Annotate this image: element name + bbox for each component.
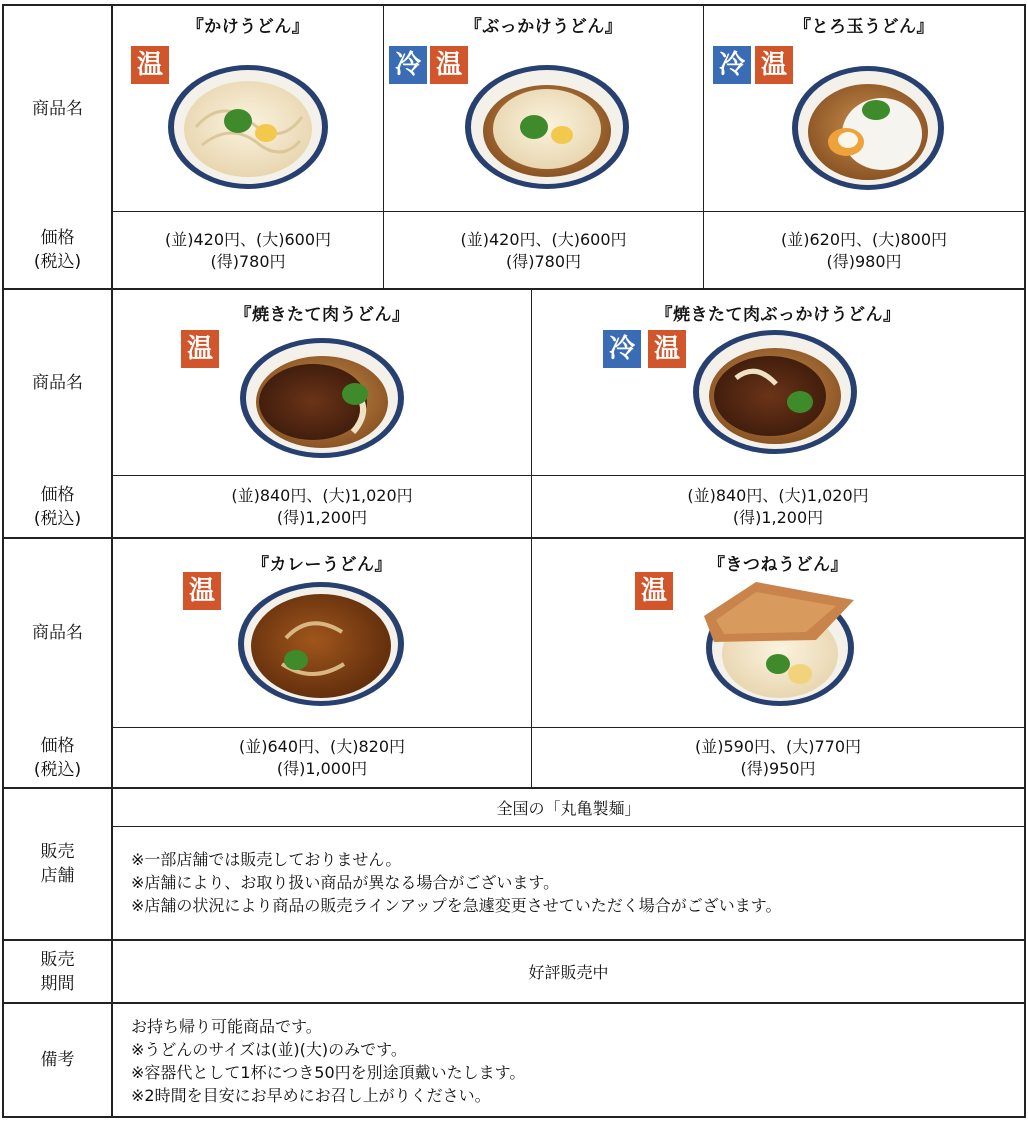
product-title-yakitate-niku-bukkake-udon: 『焼きたて肉ぶっかけうどん』 xyxy=(655,305,901,325)
yakitate-niku-udon-bowl-image xyxy=(237,332,407,462)
product-price-yakitate-niku-bukkake-udon: (並)840円、(大)1,020円 (得)1,200円 xyxy=(687,485,869,527)
row-label-price-2: 価格 (税込) xyxy=(33,484,82,529)
sales-period-text: 好評販売中 xyxy=(528,963,609,982)
hot-badge-icon: 温 xyxy=(648,330,686,368)
row-label-stores: 販売 店舗 xyxy=(40,842,75,886)
kake-udon-bowl-image xyxy=(166,55,330,193)
row-label-period: 販売 期間 xyxy=(40,949,75,994)
product-title-kitsune-udon: 『きつねうどん』 xyxy=(708,555,848,575)
hot-badge-icon: 温 xyxy=(181,330,219,368)
row-label-price-1: 価格 (税込) xyxy=(33,228,82,272)
product-price-kitsune-udon: (並)590円、(大)770円 (得)950円 xyxy=(694,736,862,778)
row-label-product-name-2: 商品名 xyxy=(32,372,83,393)
product-title-curry-udon: 『カレーうどん』 xyxy=(252,555,392,575)
row-label-product-name-3: 商品名 xyxy=(32,623,83,643)
hot-badge-icon: 温 xyxy=(430,46,468,84)
product-price-torotama-udon: (並)620円、(大)800円 (得)980円 xyxy=(780,229,948,271)
stores-header: 全国の「丸亀製麺」 xyxy=(496,799,641,818)
row-label-price-3: 価格 (税込) xyxy=(33,735,82,780)
product-title-yakitate-niku-udon: 『焼きたて肉うどん』 xyxy=(234,305,410,325)
hot-badge-icon: 温 xyxy=(755,46,793,84)
kitsune-udon-bowl-image xyxy=(696,578,860,710)
yakitate-niku-bukkake-udon-bowl-image xyxy=(690,326,860,458)
row-label-remarks: 備考 xyxy=(40,1050,75,1070)
row-label-product-name-1: 商品名 xyxy=(32,98,83,119)
hot-badge-icon: 温 xyxy=(183,572,221,610)
stores-notes: ※一部店舗では販売しておりません。 ※店舗により、お取り扱い商品が異なる場合がございます。 ※店舗の状況により商品の販売ラインアップを急遽変更させていただく場合がございます。 xyxy=(131,850,782,915)
product-price-bukkake-udon: (並)420円、(大)600円 (得)780円 xyxy=(460,229,627,271)
torotama-udon-bowl-image xyxy=(790,56,946,194)
cold-badge-icon: 冷 xyxy=(713,46,751,84)
product-price-yakitate-niku-udon: (並)840円、(大)1,020円 (得)1,200円 xyxy=(231,485,413,527)
product-price-kake-udon: (並)420円、(大)600円 (得)780円 xyxy=(164,229,332,271)
product-title-torotama-udon: 『とろ玉うどん』 xyxy=(794,17,934,37)
product-price-curry-udon: (並)640円、(大)820円 (得)1,000円 xyxy=(238,736,406,778)
product-title-bukkake-udon: 『ぶっかけうどん』 xyxy=(464,17,623,37)
cold-badge-icon: 冷 xyxy=(389,46,427,84)
bukkake-udon-bowl-image xyxy=(462,55,632,193)
hot-badge-icon: 温 xyxy=(131,46,169,84)
product-title-kake-udon: 『かけうどん』 xyxy=(186,17,310,37)
hot-badge-icon: 温 xyxy=(635,572,673,610)
cold-badge-icon: 冷 xyxy=(603,330,641,368)
curry-udon-bowl-image xyxy=(236,578,406,710)
remarks-notes: お持ち帰り可能商品です。 ※うどんのサイズは(並)(大)のみです。 ※容器代として1杯につき50円を別途頂戴いたします。 ※2時間を目安にお早めにお召し上がりください。 xyxy=(131,1017,526,1105)
